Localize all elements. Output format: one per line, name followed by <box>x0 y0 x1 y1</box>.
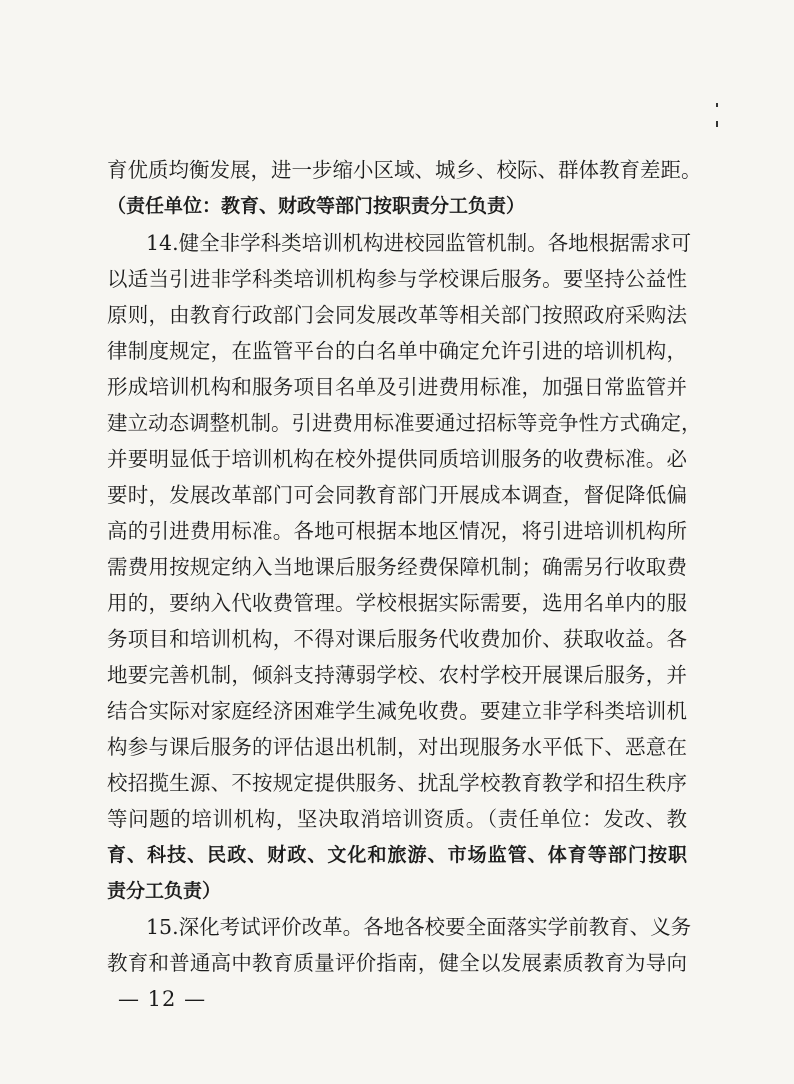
text-line-responsibility: 责分工负责） <box>107 880 222 902</box>
text-line-section-15: 15.深化考试评价改革。各地各校要全面落实学前教育、义务 <box>146 915 692 939</box>
text-line: 形成培训机构和服务项目名单及引进费用标准，加强日常监管并 <box>107 375 687 399</box>
text-line: 等问题的培训机构，坚决取消培训资质。（责任单位：发改、教 <box>107 807 687 831</box>
text-line: 高的引进费用标准。各地可根据本地区情况，将引进培训机构所 <box>107 519 687 543</box>
edge-mark-top <box>716 103 718 107</box>
text-line: 教育和普通高中教育质量评价指南，健全以发展素质教育为导向 <box>107 951 687 975</box>
text-line: 以适当引进非学科类培训机构参与学校课后服务。要坚持公益性 <box>107 267 687 291</box>
text-line: 需费用按规定纳入当地课后服务经费保障机制；确需另行收取费 <box>107 555 687 579</box>
text-line: 律制度规定，在监管平台的白名单中确定允许引进的培训机构， <box>107 339 687 363</box>
text-line-responsibility: （责任单位：教育、财政等部门按职责分工负责） <box>107 195 526 217</box>
text-line: 校招揽生源、不按规定提供服务、扰乱学校教育教学和招生秩序 <box>107 771 687 795</box>
page-number: — 12 — <box>118 987 207 1011</box>
text-line: 育优质均衡发展，进一步缩小区域、城乡、校际、群体教育差距。 <box>107 158 702 182</box>
text-line: 地要完善机制，倾斜支持薄弱学校、农村学校开展课后服务，并 <box>107 663 687 687</box>
text-line: 并要明显低于培训机构在校外提供同质培训服务的收费标准。必 <box>107 447 687 471</box>
edge-mark-bottom <box>716 121 718 127</box>
text-line: 用的，要纳入代收费管理。学校根据实际需要，选用名单内的服 <box>107 591 687 615</box>
text-line-responsibility: 育、科技、民政、财政、文化和旅游、市场监管、体育等部门按职 <box>107 844 687 866</box>
text-line: 务项目和培训机构，不得对课后服务代收费加价、获取收益。各 <box>107 627 687 651</box>
text-line: 结合实际对家庭经济困难学生减免收费。要建立非学科类培训机 <box>107 699 687 723</box>
text-line: 原则，由教育行政部门会同发展改革等相关部门按照政府采购法 <box>107 303 687 327</box>
text-line: 建立动态调整机制。引进费用标准要通过招标等竞争性方式确定， <box>107 411 702 435</box>
text-line-section-14: 14.健全非学科类培训机构进校园监管机制。各地根据需求可 <box>146 231 692 255</box>
text-line: 构参与课后服务的评估退出机制，对出现服务水平低下、恶意在 <box>107 735 687 759</box>
text-line: 要时，发展改革部门可会同教育部门开展成本调查，督促降低偏 <box>107 483 687 507</box>
